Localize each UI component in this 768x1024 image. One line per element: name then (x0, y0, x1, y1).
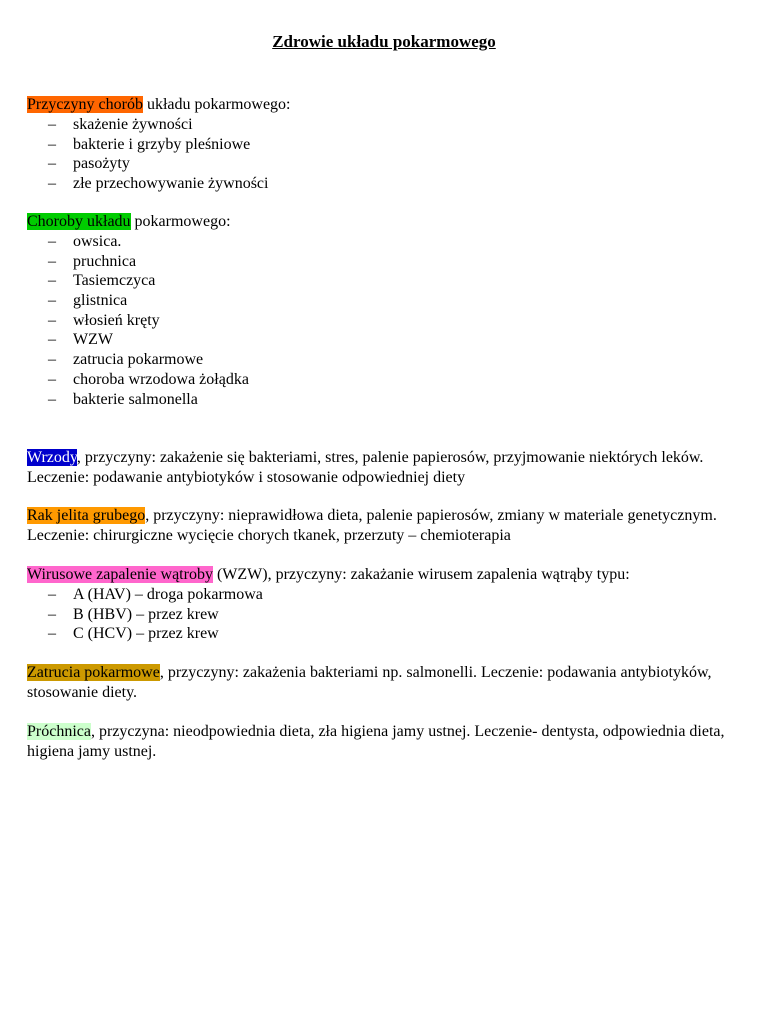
dash-bullet: – (48, 390, 56, 408)
dash-bullet: – (48, 272, 56, 290)
dash-bullet: – (48, 252, 56, 270)
document-title (0, 32, 768, 52)
dash-bullet: – (48, 292, 56, 310)
ulcers-highlight: Wrzody (27, 449, 77, 466)
poisoning-text: , przyczyny: zakażenia bakteriami np. salmonelli. Leczenie: podawania antybiotyków, stosowanie diety. (27, 664, 712, 701)
cancer-highlight: Rak jelita grubego (27, 507, 146, 524)
diseases-heading-rest: pokarmowego: (130, 213, 231, 230)
dash-bullet: – (48, 370, 56, 388)
list-item-text: włosień kręty (73, 311, 160, 329)
list-item-text: WZW (73, 331, 113, 349)
hepatitis-list (48, 585, 263, 644)
diseases-heading (27, 212, 747, 232)
cancer-text: , przyczyny: nieprawidłowa dieta, palenie papierosów, zmiany w materiale genetycznym. Leczenie: chirurgiczne wycięcie chorych tkanek, przerzuty – chemioterapia (27, 507, 717, 544)
caries-paragraph (27, 722, 752, 761)
ulcers-text: , przyczyny: zakażenie się bakteriami, stres, palenie papierosów, przyjmowanie niektórych leków. Leczenie: podawanie antybiotyków i stosowanie odpowiedniej diety (27, 449, 704, 486)
list-item-text: B (HBV) – przez krew (73, 605, 219, 623)
list-item-text: owsica. (73, 233, 122, 250)
dash-bullet: – (48, 155, 56, 173)
dash-bullet: – (48, 116, 56, 133)
causes-heading-highlight: Przyczyny chorób (27, 96, 143, 113)
list-item (48, 330, 249, 350)
poisoning-paragraph (27, 663, 752, 702)
list-item-text: C (HCV) – przez krew (73, 625, 219, 643)
caries-text: , przyczyna: nieodpowiednia dieta, zła higiena jamy ustnej. Leczenie- dentysta, odpowiednia dieta, higiena jamy ustnej. (27, 723, 725, 760)
list-item (48, 350, 249, 370)
list-item-text: złe przechowywanie żywności (73, 175, 269, 193)
dash-bullet: – (48, 311, 56, 329)
list-item-text: bakterie salmonella (73, 390, 198, 408)
causes-heading (27, 95, 747, 115)
diseases-heading-highlight: Choroby układu (27, 213, 131, 230)
list-item-text: bakterie i grzyby pleśniowe (73, 135, 251, 153)
list-item (48, 370, 249, 390)
list-item (48, 585, 263, 605)
list-item-text: choroba wrzodowa żołądka (73, 370, 249, 388)
dash-bullet: – (48, 586, 56, 603)
hepatitis-text: (WZW), przyczyny: zakażanie wirusem zapalenia wątrąby typu: (212, 566, 630, 583)
diseases-list (48, 232, 249, 409)
caries-highlight: Próchnica (27, 723, 91, 740)
list-item (48, 154, 268, 174)
dash-bullet: – (48, 331, 56, 349)
dash-bullet: – (48, 175, 56, 193)
list-item-text: pasożyty (73, 155, 130, 173)
document-title-text: Zdrowie układu pokarmowego (272, 32, 496, 51)
list-item (48, 174, 268, 194)
list-item (48, 232, 249, 252)
list-item-text: skażenie żywności (73, 116, 193, 133)
list-item (48, 135, 268, 155)
dash-bullet: – (48, 625, 56, 643)
list-item (48, 291, 249, 311)
dash-bullet: – (48, 351, 56, 369)
poisoning-highlight: Zatrucia pokarmowe (27, 664, 160, 681)
list-item-text: A (HAV) – droga pokarmowa (73, 586, 263, 603)
list-item (48, 605, 263, 625)
cancer-paragraph (27, 506, 752, 545)
list-item (48, 390, 249, 410)
hepatitis-highlight: Wirusowe zapalenie wątroby (27, 566, 213, 583)
list-item (48, 271, 249, 291)
list-item-text: pruchnica (73, 252, 137, 270)
list-item (48, 311, 249, 331)
list-item (48, 115, 268, 135)
list-item-text: zatrucia pokarmowe (73, 351, 204, 369)
dash-bullet: – (48, 135, 56, 153)
list-item (48, 252, 249, 272)
list-item-text: Tasiemczyca (73, 272, 156, 290)
dash-bullet: – (48, 233, 56, 250)
hepatitis-paragraph (27, 565, 752, 585)
dash-bullet: – (48, 605, 56, 623)
list-item (48, 624, 263, 644)
ulcers-paragraph (27, 448, 752, 487)
causes-list (48, 115, 268, 194)
list-item-text: glistnica (73, 292, 128, 310)
causes-heading-rest: układu pokarmowego: (142, 96, 291, 113)
